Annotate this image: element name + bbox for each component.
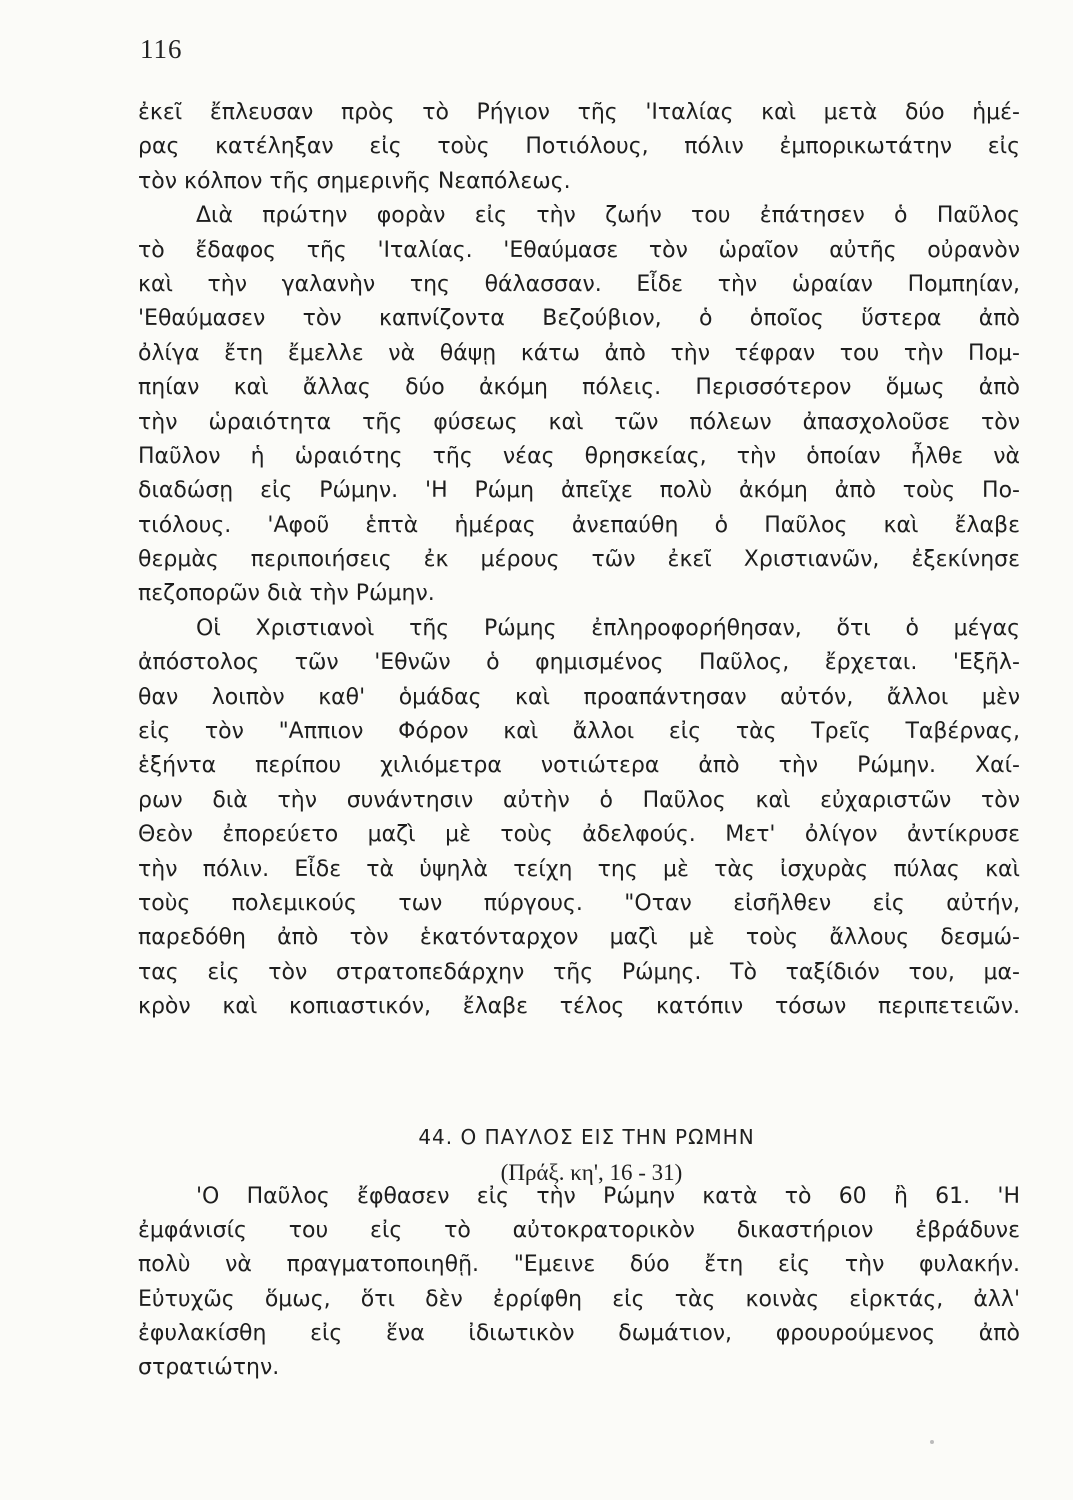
text-line: ρων διὰ τὴν συνάντησιν αὐτὴν ὁ Παῦλος καὶ εὐχαριστῶν τὸν [138,787,1020,813]
paper-speck [930,1440,934,1444]
text-line: τοὺς πολεμικούς των πύργους. "Οταν εἰσῆλθεν εἰς αὐτήν, [138,890,1020,916]
text-line: διαδώσῃ εἰς Ρώμην. 'Η Ρώμη ἀπεῖχε πολὺ ἀκόμη ἀπὸ τοὺς Πο- [138,478,1020,504]
page-number: 116 [140,34,183,64]
text-line: καὶ τὴν γαλανὴν της θάλασσαν. Εἶδε τὴν ὡραίαν Πομπηίαν, [138,271,1020,297]
text-line: ἑξήντα περίπου χιλιόμετρα νοτιώτερα ἀπὸ τὴν Ρώμην. Χαί- [138,753,1020,779]
section-title: 44. Ο ΠΑΥΛΟΣ ΕΙΣ ΤΗΝ ΡΩΜΗΝ [418,1125,755,1149]
text-line: Εὐτυχῶς ὅμως, ὅτι δὲν ἐρρίφθη εἰς τὰς κοινὰς εἱρκτάς, ἀλλ' [138,1286,1020,1312]
text-line: ἐφυλακίσθη εἰς ἕνα ἰδιωτικὸν δωμάτιον, φρουρούμενος ἀπὸ [138,1320,1020,1346]
text-line: πολὺ νὰ πραγματοποιηθῇ. "Εμεινε δύο ἔτη εἰς τὴν φυλακήν. [138,1252,1020,1278]
text-line: Διὰ πρώτην φορὰν εἰς τὴν ζωήν του ἐπάτησεν ὁ Παῦλος [196,203,1020,229]
text-line: τὸ ἔδαφος τῆς 'Ιταλίας. 'Εθαύμασε τὸν ὡραῖον αὐτῆς οὐρανὸν [138,237,1020,263]
text-line: Παῦλον ἡ ὡραιότης τῆς νέας θρησκείας, τὴν ὁποίαν ἦλθε νὰ [138,443,1020,469]
text-line: ὀλίγα ἔτη ἔμελλε νὰ θάψῃ κάτω ἀπὸ τὴν τέφραν του τὴν Πομ- [138,340,1020,366]
text-line: ρας κατέληξαν εἰς τοὺς Ποτιόλους, πόλιν ἐμπορικωτάτην εἰς [138,134,1020,160]
text-line: πεζοπορῶν διὰ τὴν Ρώμην. [138,581,435,607]
text-line: Οἱ Χριστιανοὶ τῆς Ρώμης ἐπληροφορήθησαν, ὅτι ὁ μέγας [196,615,1020,641]
text-line: παρεδόθη ἀπὸ τὸν ἑκατόνταρχον μαζὶ μὲ τοὺς ἄλλους δεσμώ- [138,925,1020,951]
text-line: ἀπόστολος τῶν 'Εθνῶν ὁ φημισμένος Παῦλος, ἔρχεται. 'Εξῆλ- [138,650,1020,676]
section-reference: (Πράξ. κη', 16 - 31) [500,1160,683,1185]
main-text [138,96,1020,1025]
text-line: τὸν κόλπον τῆς σημερινῆς Νεαπόλεως. [138,168,571,194]
text-line: στρατιώτην. [138,1354,280,1380]
text-line: θαν λοιπὸν καθ' ὁμάδας καὶ προαπάντησαν αὐτόν, ἄλλοι μὲν [138,684,1020,710]
text-line: εἰς τὸν "Αππιον Φόρον καὶ ἄλλοι εἰς τὰς Τρεῖς Ταβέρνας, [138,719,1020,745]
text-line: 'Ο Παῦλος ἔφθασεν εἰς τὴν Ρώμην κατὰ τὸ 60 ἢ 61. 'Η [196,1184,1020,1209]
text-line: κρὸν καὶ κοπιαστικόν, ἔλαβε τέλος κατόπιν τόσων περιπετειῶν. [138,994,1020,1020]
text-line: ἐμφάνισίς του εἰς τὸ αὐτοκρατορικὸν δικαστήριον ἐβράδυνε [138,1218,1020,1244]
text-line: πηίαν καὶ ἄλλας δύο ἀκόμη πόλεις. Περισσότερον ὅμως ἀπὸ [138,375,1020,401]
text-line: τὴν ὡραιότητα τῆς φύσεως καὶ τῶν πόλεων ἀπασχολοῦσε τὸν [138,409,1020,435]
text-line: 'Εθαύμασεν τὸν καπνίζοντα Βεζούβιον, ὁ ὁποῖος ὕστερα ἀπὸ [138,306,1020,332]
text-line: τιόλους. 'Αφοῦ ἑπτὰ ἡμέρας ἀνεπαύθη ὁ Παῦλος καὶ ἔλαβε [138,512,1020,538]
text-line: Θεὸν ἐπορεύετο μαζὶ μὲ τοὺς ἀδελφούς. Μετ' ὀλίγον ἀντίκρυσε [138,822,1020,848]
text-line: τὴν πόλιν. Εἶδε τὰ ὑψηλὰ τείχη της μὲ τὰς ἰσχυρὰς πύλας καὶ [138,856,1020,882]
text-line: τας εἰς τὸν στρατοπεδάρχην τῆς Ρώμης. Τὸ ταξίδιόν του, μα- [138,959,1020,985]
text-line: ἐκεῖ ἔπλευσαν πρὸς τὸ Ρήγιον τῆς 'Ιταλίας καὶ μετὰ δύο ἡμέ- [138,100,1020,125]
text-line: θερμὰς περιποιήσεις ἐκ μέρους τῶν ἐκεῖ Χριστιανῶν, ἐξεκίνησε [138,547,1020,573]
section-text [138,1180,1020,1385]
